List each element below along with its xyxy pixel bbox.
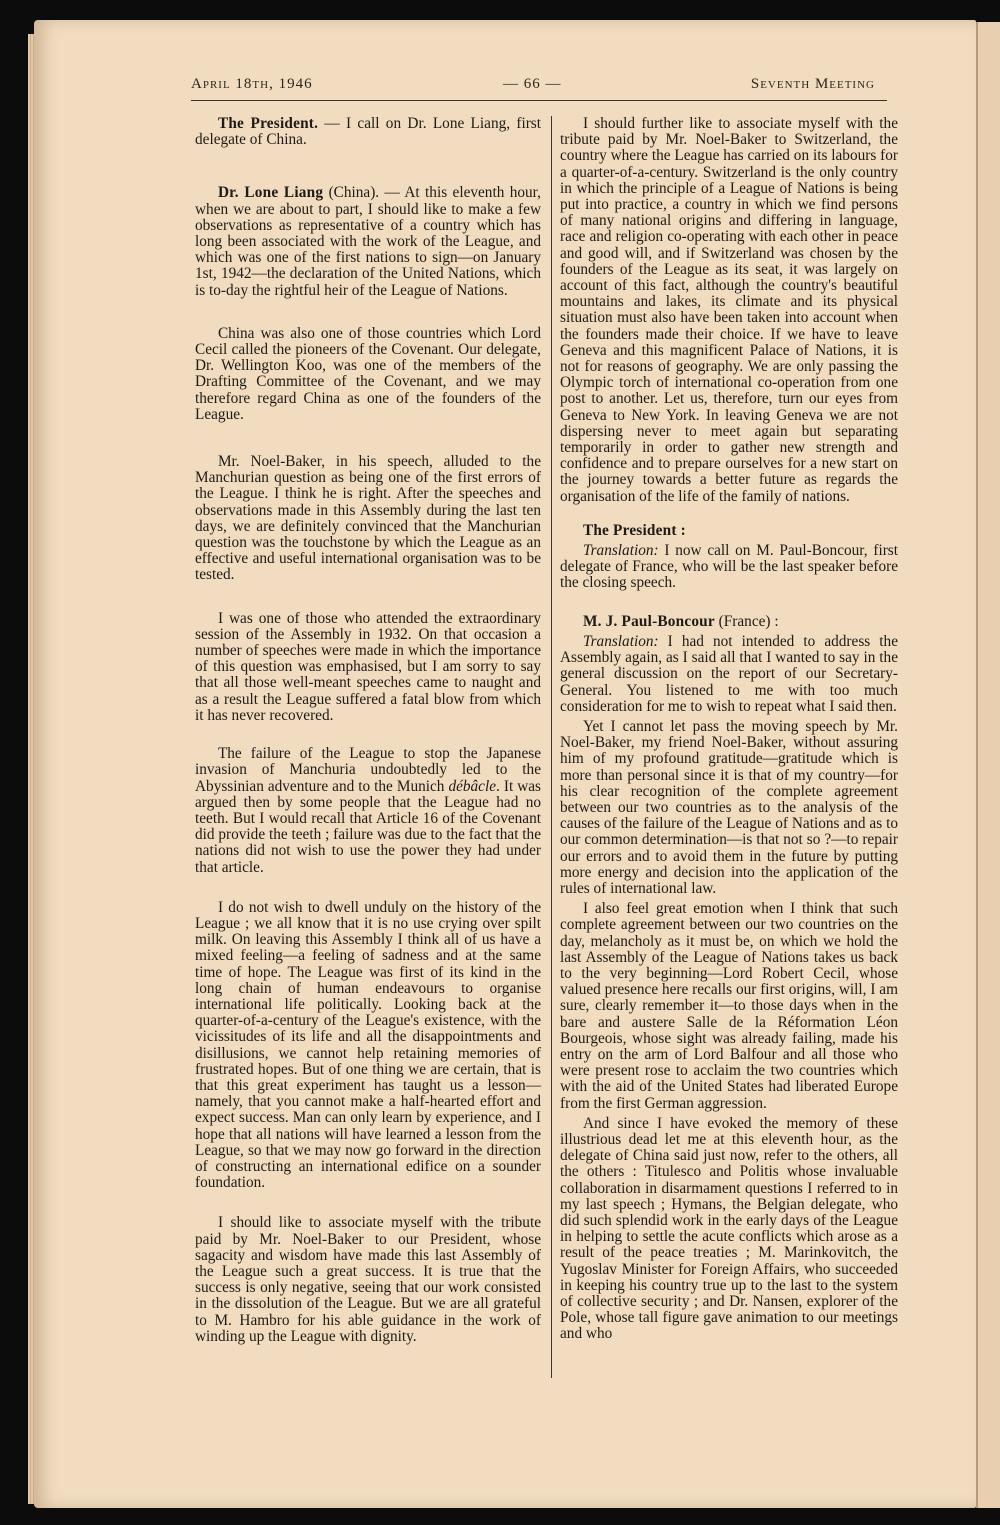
paragraph bbox=[195, 116, 541, 148]
paragraph bbox=[560, 523, 898, 539]
paragraph-text: (China). — At this eleventh hour, when we are about to part, I should like to make a few observations as representative of a country which has long been associated with the work of the League, and which was one of the first nations to sign—on January 1st, 1942—the declaration of the United Nations, which is to-day the rightful heir of the League of Nations. bbox=[195, 184, 541, 299]
paragraph-text: I now call on M. Paul-Boncour, first delegate of France, who will be the last speaker before the closing speech. bbox=[560, 542, 898, 592]
translation-label: Translation: bbox=[582, 632, 659, 650]
left-column bbox=[195, 116, 541, 1345]
paragraph-text: (France) : bbox=[714, 612, 779, 630]
paragraph bbox=[560, 543, 898, 592]
paragraph bbox=[560, 634, 898, 715]
paragraph: I should further like to associate myself with the tribute paid by Mr. Noel-Baker to Switzerland, the country where the League has carried on its labours for a quarter-of-a-century. Switzerland is the only country in which the principle of a League of Nations is being put into practice, a country in which we find persons of many national origins and differing in language, race and religion co-operating with each other in peace and good will, and if Switzerland was chosen by the founders of the League as its seat, it was largely on account of this fact, although the country's beautiful mountains and lakes, its climate and its physical situation must also have been taken into account when the founders made their choice. If we have to leave Geneva and this magnificent Palace of Nations, it is not for reasons of geography. We are only passing the Olympic torch of international co-operation from one post to another. Let us, therefore, turn our eyes from Geneva to New York. In leaving Geneva we are not dispersing never to meet again but separating temporarily in order to gather new strength and confidence and to prepare ourselves for a new start on the journey towards a better future as regards the organisation of the life of the family of nations. bbox=[560, 115, 898, 505]
paragraph: Yet I cannot let pass the moving speech by Mr. Noel-Baker, my friend Noel-Baker, without assuring him of my profound gratitude—gratitude which is more than personal since it is that of my country—for his clear recognition of the complete agreement between our two countries as to the analysis of the causes of the failure of the League of Nations and as to our common determination—is that not so ?—to repair our errors and to avoid them in the future by putting more energy and decision into the application of the rules of international law. bbox=[560, 717, 898, 897]
paragraph-text: I had not intended to address the Assembly again, as I said all that I wanted to say in the general discussion on the report of our Secretary-General. You listened to me with too much consideration for me to wish to repeat what I said then. bbox=[560, 632, 898, 715]
header-rule bbox=[191, 100, 887, 101]
column-divider bbox=[551, 116, 552, 1378]
running-header bbox=[191, 76, 875, 96]
paragraph-text: . It was argued then by some people that the League had no teeth. But I would recall that Article 16 of the Covenant did provide the teeth ; failure was due to the fact that the nations did not wish to use the power they had under that article. bbox=[195, 777, 541, 876]
header-meeting: Seventh Meeting bbox=[750, 76, 875, 92]
adjacent-page bbox=[976, 22, 1000, 1508]
speaker-name: M. J. Paul-Boncour bbox=[582, 612, 715, 630]
translation-label: Translation: bbox=[582, 542, 659, 560]
italic-word: débâcle bbox=[448, 777, 497, 795]
paragraph-text: The failure of the League to stop the Japanese invasion of Manchuria undoubtedly led to the Abyssinian adventure and to the Munich bbox=[195, 745, 541, 795]
paragraph: And since I have evoked the memory of these illustrious dead let me at this eleventh hour, as the delegate of China said just now, refer to the others, all the others : Titulesco and Politis whose invaluable collaboration in disarmament questions I referred to in my last speech ; Hymans, the Belgian delegate, who did such splendid work in the early days of the League in helping to settle the acute conflicts which arose as a result of the peace treaties ; M. Marinkovitch, the Yugoslav Minister for Foreign Affairs, who succeeded in keeping his country true up to the last to the system of collective security ; and Dr. Nansen, explorer of the Pole, whose tall figure gave animation to our meetings and who bbox=[560, 1114, 898, 1343]
speaker-name: Dr. Lone Liang bbox=[217, 184, 324, 202]
speaker-name: The President : bbox=[582, 521, 686, 539]
paragraph: I do not wish to dwell unduly on the history of the League ; we all know that it is no use crying over spilt milk. On leaving this Assembly I think all of us have a mixed feeling—a feeling of sadness and at the same time of hope. The League was first of its kind in the long chain of human endeavours to organise international life politically. Looking back at the quarter-of-a-century of the League's existence, with the vicissitudes of its life and all the disappointments and disillusions, we cannot help retaining memories of frustrated hopes. But of one thing we are certain, that is that this great experiment has taught us a lesson—namely, that you cannot make a half-hearted effort and expect success. Man can only learn by experience, and I hope that all nations will have learned a lesson from the League, so that we may now go forward in the direction of constructing an international edifice on a sounder foundation. bbox=[195, 898, 541, 1192]
paragraph bbox=[560, 614, 898, 630]
right-column bbox=[560, 116, 898, 1343]
speaker-name: The President. bbox=[217, 115, 319, 132]
paragraph bbox=[195, 185, 541, 298]
paragraph: I was one of those who attended the extraordinary session of the Assembly in 1932. On that occasion a number of speeches were made in which the importance of this question was emphasised, but I am sorry to say that all those well-meant speeches came to naught and as a result the League suffered a fatal blow from which it has never recovered. bbox=[195, 609, 541, 724]
paragraph: China was also one of those countries which Lord Cecil called the pioneers of the Covenant. Our delegate, Dr. Wellington Koo, was one of the members of the Drafting Committee of the Covenant, and we may therefore regard China as one of the founders of the League. bbox=[195, 324, 541, 423]
paragraph: I should like to associate myself with the tribute paid by Mr. Noel-Baker to our President, whose sagacity and wisdom have made this last Assembly of the League such a great success. It is true that the success is only negative, seeing that our work consisted in the dissolution of the League. But we are all grateful to M. Hambro for his able guidance in the work of winding up the League with dignity. bbox=[195, 1214, 541, 1345]
header-date: April 18th, 1946 bbox=[191, 76, 313, 92]
page-number: — 66 — bbox=[503, 76, 562, 92]
paragraph: I also feel great emotion when I think that such complete agreement between our two countries on the day, melancholy as it must be, on which we hold the last Assembly of the League of Nations takes us back to the very beginning—Lord Robert Cecil, whose valued presence here recalls our first origins, will, I am sure, clearly remember it—to those days when in the bare and austere Salle de la Réformation Léon Bourgeois, whose sight was already failing, made his entry on the arm of Lord Balfour and all those who were present rose to acclaim the two countries which with the aid of the United States had liberated Europe from the first German aggression. bbox=[560, 900, 898, 1112]
paragraph: Mr. Noel-Baker, in his speech, alluded to the Manchurian question as being one of the first errors of the League. I think he is right. After the speeches and observations made in this Assembly during the last ten days, we are definitely convinced that the Manchurian question was the touchstone by which the League as an effective and useful international organisation was to be tested. bbox=[195, 453, 541, 584]
paragraph-text: — I call on Dr. Lone Liang, first delegate of China. bbox=[195, 115, 542, 149]
paragraph bbox=[195, 746, 541, 876]
